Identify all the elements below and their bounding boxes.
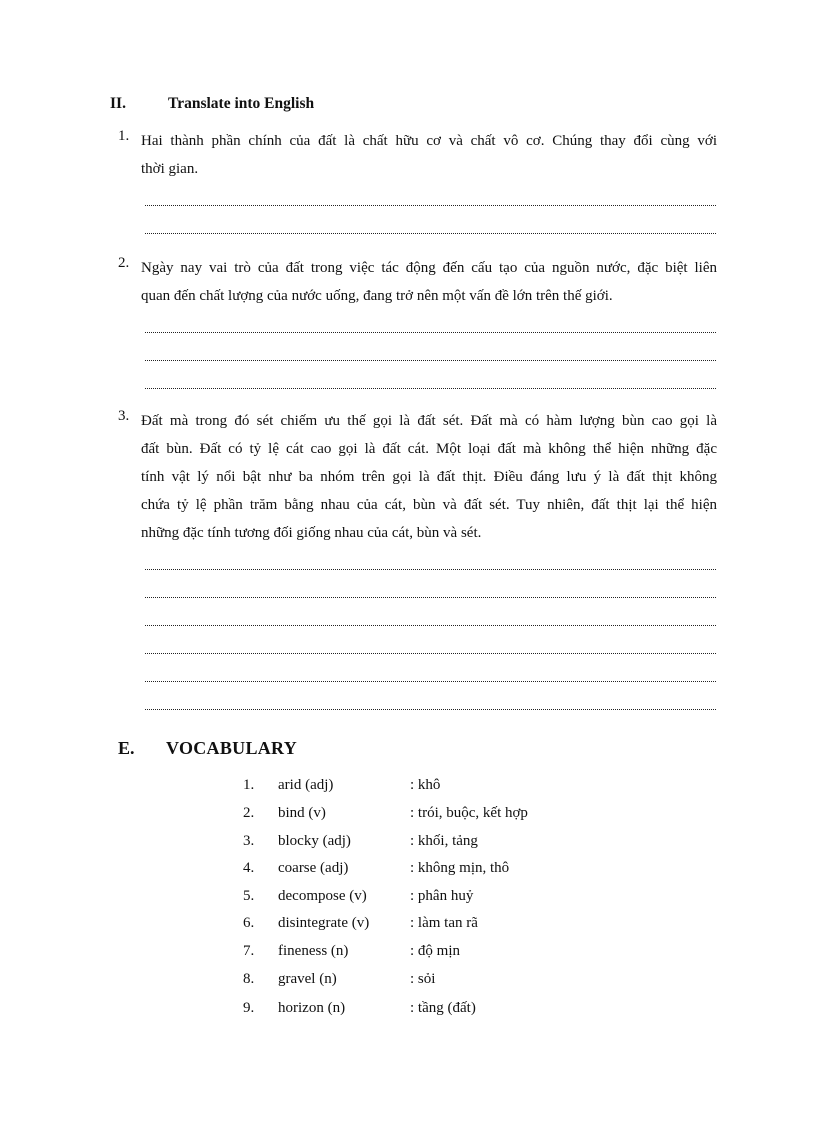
item-1-line-2: thời gian. [141,161,199,177]
vocab-item [243,1000,563,1020]
vocab-meaning: : trói, buộc, kết hợp [410,805,528,821]
answer-line-1-2[interactable] [145,233,716,234]
vocab-term: coarse (adj) [278,860,349,876]
vocab-meaning: : khô [410,777,441,793]
section-e-number: E. [118,738,135,758]
vocab-number: 1. [243,777,255,793]
vocab-item [243,805,563,825]
vocab-number: 7. [243,943,255,959]
item-2-line-1: Ngày nay vai trò của đất trong việc tác động đến cấu tạo của nguồn nước, đặc biệt liên [141,260,717,276]
item-3-line-4: chứa tỷ lệ phần trăm bằng nhau của cát, bùn và đất sét. Tuy nhiên, đất thịt lại thể hiện [141,497,717,513]
section-ii-title: Translate into English [168,95,315,112]
vocab-meaning: : độ mịn [410,943,461,959]
vocab-number: 5. [243,888,255,904]
answer-line-3-5[interactable] [145,681,716,682]
item-1-line-1: Hai thành phần chính của đất là chất hữu cơ và chất vô cơ. Chúng thay đổi cùng với [141,133,717,149]
vocab-number: 9. [243,1000,255,1016]
answer-line-3-1[interactable] [145,569,716,570]
item-3-line-2: đất bùn. Đất có tỷ lệ cát cao gọi là đất cát. Một loại đất mà không thể hiện những đặc [141,441,717,457]
vocab-term: disintegrate (v) [278,915,370,931]
vocab-item [243,833,563,853]
vocab-item [243,971,563,991]
answer-line-3-2[interactable] [145,597,716,598]
item-3-line-1: Đất mà trong đó sét chiếm ưu thế gọi là đất sét. Đất mà có hàm lượng bùn cao gọi là [141,413,717,429]
vocab-meaning: : sỏi [410,971,436,987]
section-e-title: VOCABULARY [166,738,298,758]
vocab-item [243,915,563,935]
vocab-item [243,777,563,797]
vocab-number: 3. [243,833,255,849]
vocab-number: 8. [243,971,255,987]
vocab-meaning: : tầng (đất) [410,1000,476,1016]
vocab-item [243,943,563,963]
section-ii-number: II. [110,95,126,112]
answer-line-2-3[interactable] [145,388,716,389]
vocab-item [243,860,563,880]
vocab-term: bind (v) [278,805,326,821]
answer-line-3-3[interactable] [145,625,716,626]
vocab-number: 2. [243,805,255,821]
item-2-line-2: quan đến chất lượng của nước uống, đang trở nên một vấn đề lớn trên thế giới. [141,288,613,304]
answer-line-1-1[interactable] [145,205,716,206]
answer-line-3-4[interactable] [145,653,716,654]
vocab-term: fineness (n) [278,943,349,959]
vocab-term: decompose (v) [278,888,367,904]
vocab-meaning: : không mịn, thô [410,860,510,876]
vocab-number: 4. [243,860,255,876]
vocab-term: blocky (adj) [278,833,351,849]
vocab-number: 6. [243,915,255,931]
vocab-meaning: : làm tan rã [410,915,478,931]
item-1-number: 1. [118,128,130,144]
item-2-number: 2. [118,255,130,271]
vocab-meaning: : phân huỷ [410,888,474,904]
item-3-line-5: những đặc tính tương đối giống nhau của cát, bùn và sét. [141,525,482,541]
answer-line-3-6[interactable] [145,709,716,710]
answer-line-2-1[interactable] [145,332,716,333]
item-3-number: 3. [118,408,130,424]
vocab-term: arid (adj) [278,777,334,793]
vocab-meaning: : khối, tảng [410,833,478,849]
vocab-item [243,888,563,908]
answer-line-2-2[interactable] [145,360,716,361]
item-3-line-3: tính vật lý nổi bật như ba nhóm trên gọi là đất thịt. Điều đáng lưu ý là đất thịt không [141,469,717,485]
vocab-term: horizon (n) [278,1000,346,1016]
vocab-term: gravel (n) [278,971,337,987]
